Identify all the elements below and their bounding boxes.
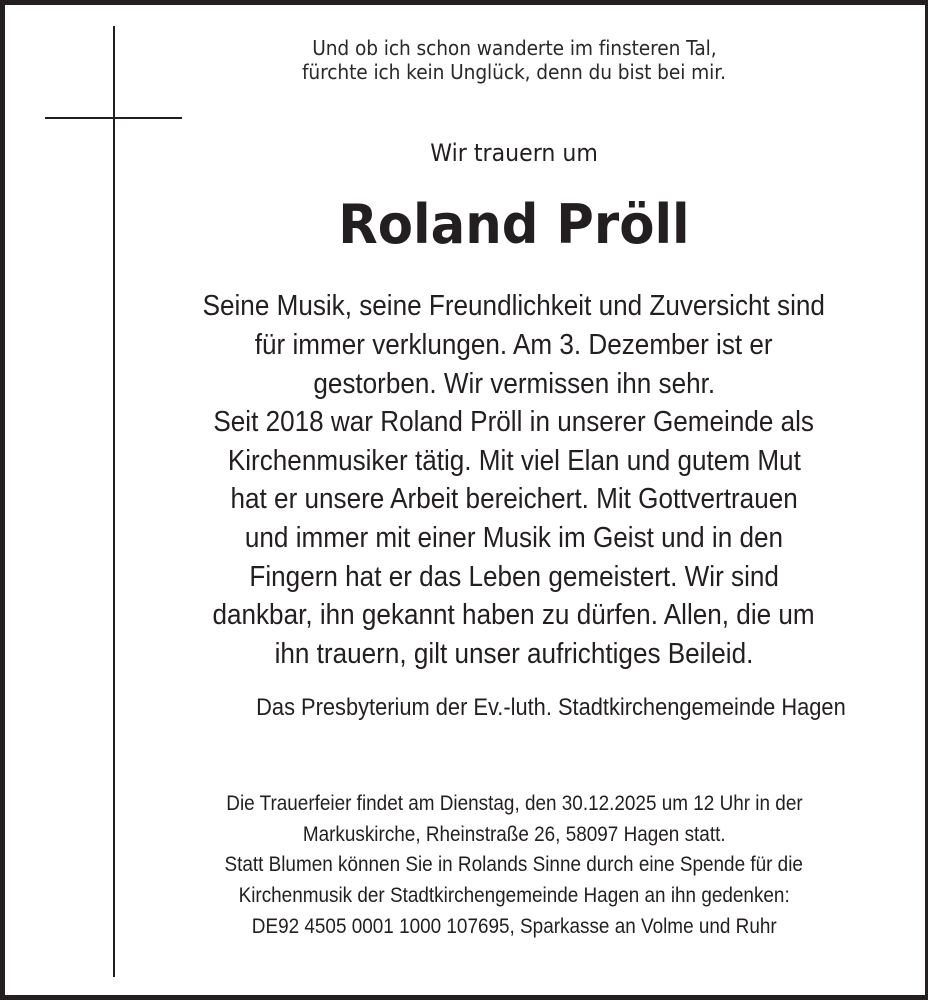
body-line: Seine Musik, seine Freundlichkeit und Zuversicht sind [202, 290, 826, 322]
obituary-notice [5, 5, 925, 995]
body-line: hat er unsere Arbeit bereichert. Mit Gottvertrauen [230, 483, 798, 515]
footer-line: Statt Blumen können Sie in Rolands Sinne durch eine Spende für die [224, 852, 804, 876]
verse-line-1: Und ob ich schon wanderte im finsteren Tal, [311, 36, 717, 60]
footer-line: Markuskirche, Rheinstraße 26, 58097 Hagen statt. [302, 822, 726, 846]
body-line: gestorben. Wir vermissen ihn sehr. [313, 368, 715, 400]
body-line: dankbar, ihn gekannt haben zu dürfen. Allen, die um [212, 599, 816, 631]
cross-horizontal-bar [45, 117, 182, 119]
signature: Das Presbyterium der Ev.-luth. Stadtkirchengemeinde Hagen [256, 694, 846, 721]
footer-line: Die Trauerfeier findet am Dienstag, den 30.12.2025 um 12 Uhr in der [225, 791, 803, 815]
body-line: und immer mit einer Musik im Geist und in den [244, 522, 784, 554]
deceased-name: Roland Pröll [338, 193, 690, 256]
intro-text: Wir trauern um [430, 139, 598, 167]
footer-line: Kirchenmusik der Stadtkirchengemeinde Hagen an ihn gedenken: [238, 883, 790, 907]
body-line: Kirchenmusiker tätig. Mit viel Elan und gutem Mut [227, 445, 801, 477]
body-line: für immer verklungen. Am 3. Dezember ist er [255, 329, 773, 361]
body-line: ihn trauern, gilt unser aufrichtiges Beileid. [274, 638, 754, 670]
footer-line: DE92 4505 0001 1000 107695, Sparkasse an Volme und Ruhr [251, 914, 777, 938]
verse-line-2: fürchte ich kein Unglück, denn du bist bei mir. [302, 60, 726, 84]
body-line: Seit 2018 war Roland Pröll in unserer Gemeinde als [213, 406, 815, 438]
body-line: Fingern hat er das Leben gemeistert. Wir sind [249, 561, 779, 593]
